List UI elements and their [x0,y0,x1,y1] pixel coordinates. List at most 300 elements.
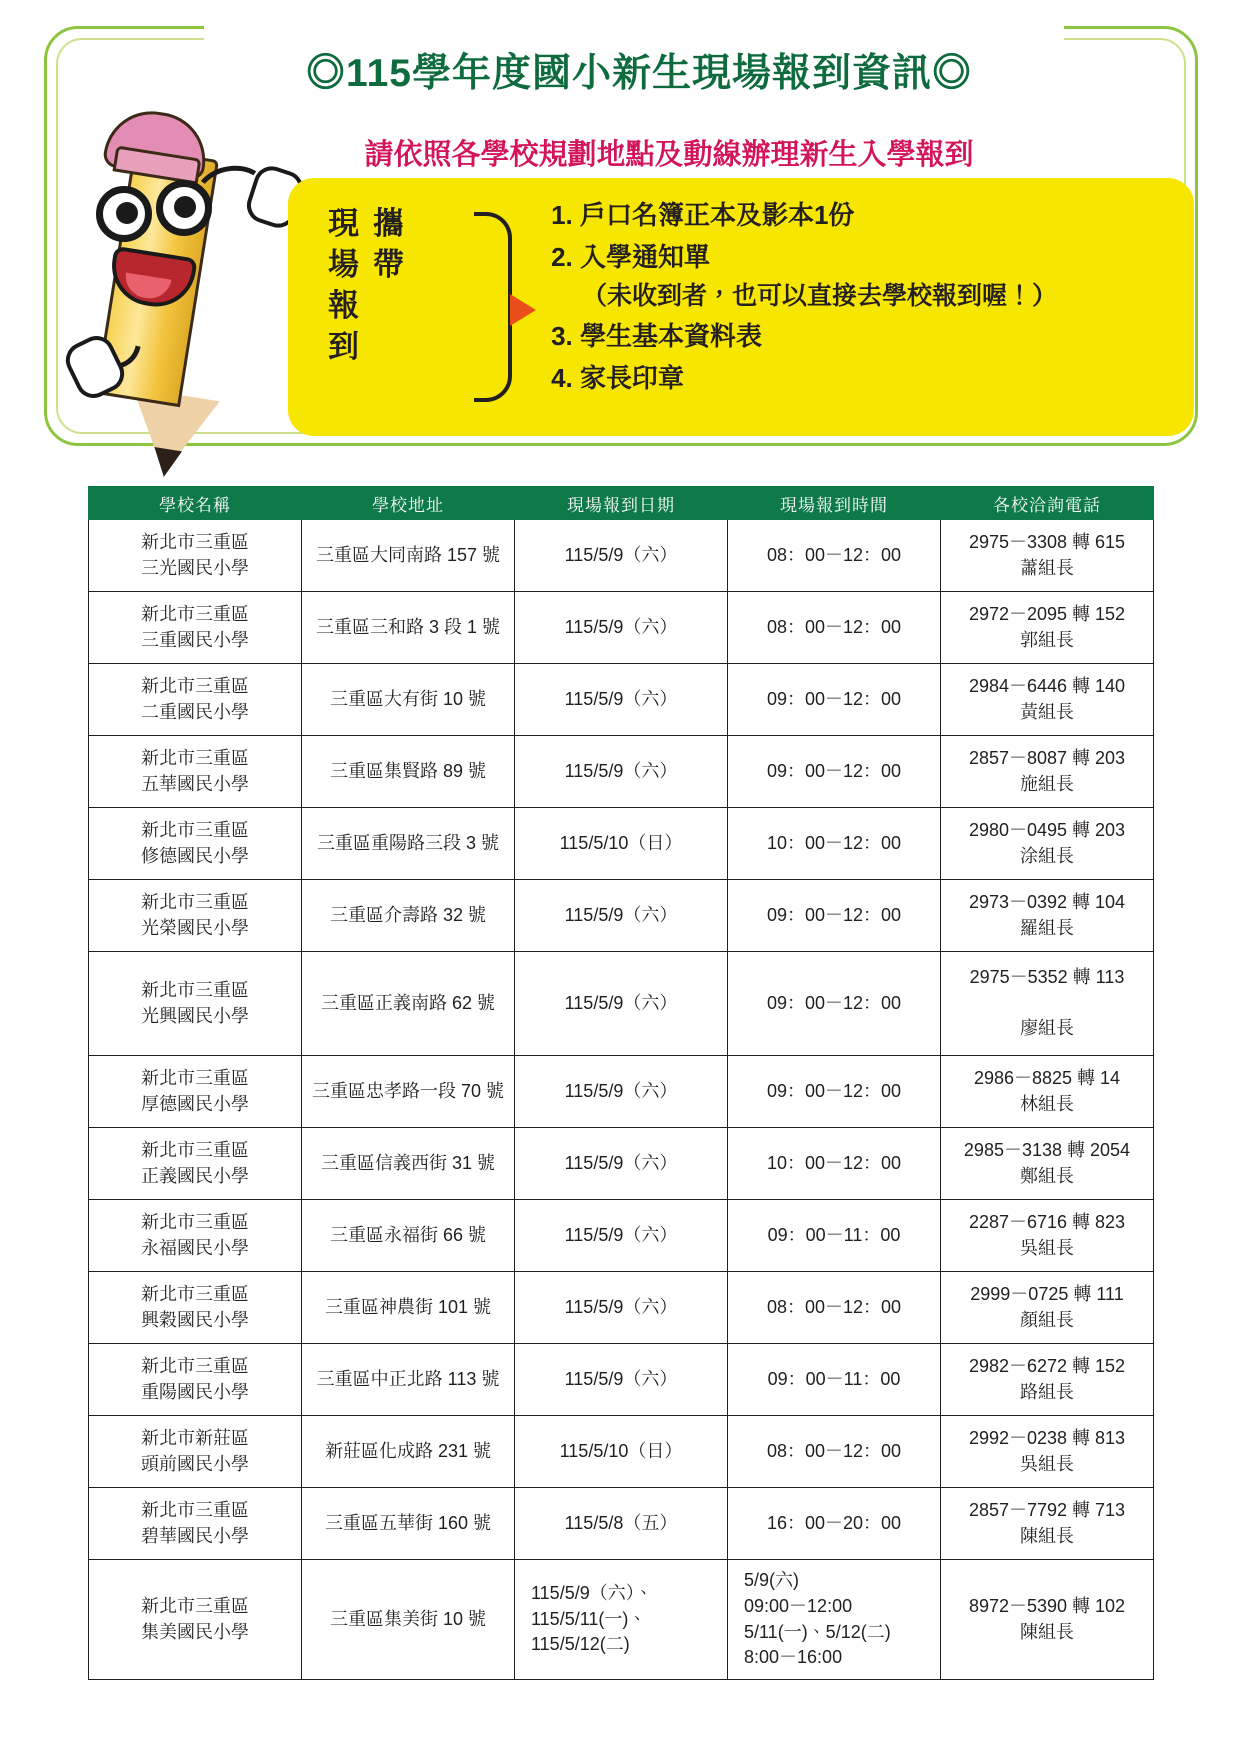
cell-school-address-line: 三重區大同南路 157 號 [315,544,501,565]
cell-report-time-lines [732,991,936,1017]
cell-contact-phone-lines [945,818,1149,869]
cell-school-name [89,736,302,808]
cell-report-date-lines [519,687,723,713]
cell-report-date-lines [519,1367,723,1393]
cell-school-name-lines [93,1066,297,1117]
checklist-label-column-2 [373,204,406,368]
cell-school-address-line: 三重區介壽路 32 號 [329,904,487,925]
cell-report-time-line: 09：00－11：00 [767,1368,901,1389]
cell-school-address-line: 三重區三和路 3 段 1 號 [315,616,501,637]
table-row [89,664,1154,736]
cell-school-name-line: 五華國民小學 [141,773,249,794]
cell-school-address [302,664,515,736]
cell-school-address [302,1416,515,1488]
cell-contact-phone-line: 陳組長 [1020,1525,1074,1546]
cell-contact-phone-line: 羅組長 [1020,917,1074,938]
cell-report-date [515,592,728,664]
table-row [89,592,1154,664]
cell-school-name-lines [93,530,297,581]
cell-contact-phone [941,1272,1154,1344]
cell-school-address-line: 三重區重陽路三段 3 號 [316,832,499,853]
cell-contact-phone [941,880,1154,952]
checklist-items [546,196,1176,400]
cell-report-date-line: 115/5/10（日） [559,832,683,853]
cell-school-address-line: 三重區信義西街 31 號 [320,1152,496,1173]
cell-contact-phone [941,1200,1154,1272]
cell-school-name-lines [93,674,297,725]
cell-report-date [515,952,728,1056]
table-header [89,487,1154,520]
cell-school-name-line: 三重國民小學 [141,629,249,650]
cell-school-address-lines [306,1367,510,1393]
cell-report-date [515,1416,728,1488]
cell-school-address [302,1488,515,1560]
cell-report-time-line: 5/9(六) [744,1570,800,1591]
cell-school-address-lines [306,687,510,713]
cell-contact-phone [941,1056,1154,1128]
checklist-item-note: （未收到者，也可以直接去學校報到喔！） [582,282,1058,311]
cell-school-address [302,880,515,952]
cell-contact-phone-line: 2975－3308 轉 615 [968,531,1126,552]
cell-contact-phone-lines [945,1594,1149,1645]
cell-school-name-line: 三光國民小學 [141,557,249,578]
cell-school-address-lines [306,1511,510,1537]
cell-school-address-line: 三重區神農街 101 號 [324,1296,492,1317]
cell-school-name [89,664,302,736]
cell-contact-phone-lines [945,1210,1149,1261]
cell-report-time-line: 09：00－12：00 [766,1080,902,1101]
cell-report-time-line: 09：00－12：00 [766,760,902,781]
cell-school-name-lines [93,1210,297,1261]
cell-contact-phone-line: 2992－0238 轉 813 [968,1427,1126,1448]
table-row [89,1488,1154,1560]
list-item [580,196,1176,236]
cell-school-name [89,1344,302,1416]
checklist-label-char: 場 [328,246,361,282]
cell-school-name-line: 新北市三重區 [141,891,249,912]
cell-school-address-lines [306,1607,510,1633]
cell-school-name-line: 修德國民小學 [141,845,249,866]
cell-report-time-lines [744,1568,936,1670]
cell-contact-phone-line: 顏組長 [1020,1309,1074,1330]
cell-school-address-line: 三重區中正北路 113 號 [316,1368,500,1389]
cell-report-date-lines [519,991,723,1017]
cell-report-date-line: 115/5/9（六） [564,544,678,565]
cell-report-time [728,952,941,1056]
cell-report-time [728,1344,941,1416]
cell-contact-phone-lines [945,530,1149,581]
cell-contact-phone-lines [945,602,1149,653]
cell-contact-phone-line: 陳組長 [1020,1621,1074,1642]
cell-contact-phone-line: 吳組長 [1020,1237,1074,1258]
cell-report-time-line: 08：00－12：00 [766,616,902,637]
cell-school-name-line: 重陽國民小學 [141,1381,249,1402]
cell-school-address-line: 三重區大有街 10 號 [329,688,487,709]
cell-contact-phone-line: 2973－0392 轉 104 [968,891,1126,912]
cell-contact-phone [941,808,1154,880]
mascot-pupil-left [116,202,138,224]
cell-contact-phone-line: 2980－0495 轉 203 [968,819,1126,840]
cell-report-time-lines [732,1367,936,1393]
cell-contact-phone-line: 黃組長 [1020,701,1074,722]
cell-report-time-lines [732,831,936,857]
cell-school-name-lines [93,890,297,941]
cell-report-date [515,664,728,736]
cell-school-address [302,1344,515,1416]
cell-report-date-lines [519,543,723,569]
cell-contact-phone-line: 施組長 [1020,773,1074,794]
cell-school-name [89,1056,302,1128]
cell-school-address-line: 三重區五華街 160 號 [324,1512,492,1533]
cell-report-time-lines [732,615,936,641]
cell-report-time [728,880,941,952]
cell-report-time-line: 09：00－12：00 [766,688,902,709]
cell-school-address [302,1128,515,1200]
page-title: ◎115學年度國小新生現場報到資訊◎ [306,52,972,95]
table-row [89,808,1154,880]
cell-school-address-line: 三重區正義南路 62 號 [320,992,496,1013]
cell-contact-phone [941,592,1154,664]
cell-report-date-line: 115/5/9（六） [564,616,678,637]
cell-report-time [728,592,941,664]
table-row [89,1200,1154,1272]
brace-shape [474,212,512,402]
cell-report-date-lines [519,1151,723,1177]
cell-school-address-lines [306,615,510,641]
cell-contact-phone-lines [945,746,1149,797]
cell-contact-phone-line: 2975－5352 轉 113 [969,967,1125,988]
cell-report-time [728,736,941,808]
cell-report-time [728,1560,941,1680]
table-row [89,1416,1154,1488]
cell-report-time [728,1200,941,1272]
cell-school-name [89,592,302,664]
cell-school-name-line: 光榮國民小學 [141,917,249,938]
cell-report-time [728,1056,941,1128]
cell-report-date-lines [519,1511,723,1537]
cell-contact-phone [941,520,1154,592]
cell-report-time [728,1272,941,1344]
checklist-label-char: 帶 [373,246,406,282]
cell-report-time-lines [732,1223,936,1249]
arrow-right-icon [510,294,536,326]
cell-school-name-line: 新北市三重區 [141,1139,249,1160]
cell-report-date-line: 115/5/8（五） [564,1512,678,1533]
cell-school-name-lines [93,1354,297,1405]
cell-school-address [302,1056,515,1128]
checklist-label [328,204,478,368]
cell-contact-phone-line: 2287－6716 轉 823 [968,1211,1126,1232]
cell-report-time [728,1128,941,1200]
cell-contact-phone [941,1488,1154,1560]
cell-school-address-lines [306,1223,510,1249]
cell-contact-phone-lines [945,1354,1149,1405]
cell-school-name [89,1560,302,1680]
cell-school-name-lines [93,1282,297,1333]
cell-school-name-lines [93,1594,297,1645]
cell-school-name-line: 新北市三重區 [141,979,249,1000]
header-banner [44,26,1198,446]
cell-report-date [515,880,728,952]
cell-report-date-lines [519,1439,723,1465]
cell-school-address [302,1560,515,1680]
cell-report-date-line: 115/5/9（六）、 [531,1583,653,1604]
cell-school-name-line: 新北市新莊區 [141,1427,249,1448]
cell-report-time-line: 09：00－11：00 [767,1224,901,1245]
mascot-pupil-right [174,196,196,218]
cell-contact-phone-line: 蕭組長 [1020,557,1074,578]
cell-report-time-line: 5/11(一)、5/12(二) [744,1621,891,1642]
cell-school-name [89,1488,302,1560]
cell-report-date-lines [519,831,723,857]
cell-school-name-line: 新北市三重區 [141,747,249,768]
cell-school-name [89,520,302,592]
cell-school-address [302,1272,515,1344]
cell-school-name [89,1128,302,1200]
cell-school-name-line: 興穀國民小學 [141,1309,249,1330]
cell-report-time-lines [732,759,936,785]
page-subtitle: 請依照各學校規劃地點及動線辦理新生入學報到 [364,139,974,171]
cell-report-date-lines [519,759,723,785]
cell-school-name-lines [93,1138,297,1189]
cell-report-time-line: 08：00－12：00 [766,1296,902,1317]
cell-school-name-lines [93,746,297,797]
cell-report-time-line: 09：00－12：00 [766,992,902,1013]
checklist-item-text: 家長印章 [580,362,685,393]
cell-contact-phone-lines [945,890,1149,941]
cell-school-address-lines [306,759,510,785]
cell-contact-phone [941,1344,1154,1416]
cell-contact-phone-line: 2857－8087 轉 203 [968,747,1126,768]
cell-report-date-line: 115/5/9（六） [564,1152,678,1173]
cell-school-name-line: 永福國民小學 [141,1237,249,1258]
cell-school-address-line: 新莊區化成路 231 號 [324,1440,492,1461]
cell-school-name-line: 新北市三重區 [141,531,249,552]
cell-report-time [728,664,941,736]
cell-school-name-line: 新北市三重區 [141,1355,249,1376]
cell-report-date-lines [519,1079,723,1105]
cell-school-address-lines [306,903,510,929]
cell-school-name-line: 新北市三重區 [141,819,249,840]
cell-school-address [302,808,515,880]
cell-contact-phone-line: 鄭組長 [1020,1165,1074,1186]
table-row [89,1056,1154,1128]
table-row [89,1560,1154,1680]
pencil-lead-shape [150,447,182,479]
cell-report-date-lines [519,1223,723,1249]
cell-school-name [89,808,302,880]
cell-contact-phone-line: 8972－5390 轉 102 [968,1595,1126,1616]
cell-contact-phone-line: 吳組長 [1020,1453,1074,1474]
table-row [89,520,1154,592]
checklist-item-text: 戶口名簿正本及影本1份 [580,200,855,230]
cell-report-date-line: 115/5/9（六） [564,760,678,781]
cell-contact-phone-lines [945,1066,1149,1117]
list-item [580,317,1176,357]
cell-report-date [515,1200,728,1272]
cell-report-date-lines [531,1581,723,1658]
list-item [580,238,1176,316]
checklist-item-text: 學生基本資料表 [580,321,763,352]
cell-school-name-line: 碧華國民小學 [141,1525,249,1546]
cell-contact-phone [941,1128,1154,1200]
cell-school-address [302,952,515,1056]
cell-school-address [302,592,515,664]
cell-report-date-line: 115/5/9（六） [564,904,678,925]
cell-report-date [515,736,728,808]
cell-contact-phone [941,1560,1154,1680]
table-row [89,880,1154,952]
cell-report-time-line: 09：00－12：00 [766,904,902,925]
cell-contact-phone-line: 2999－0725 轉 111 [970,1283,1124,1304]
cell-report-date [515,520,728,592]
cell-school-address-lines [306,543,510,569]
cell-report-date-line: 115/5/10（日） [559,1440,683,1461]
cell-contact-phone [941,664,1154,736]
cell-contact-phone-line: 涂組長 [1020,845,1074,866]
cell-report-date-line: 115/5/9（六） [564,1224,678,1245]
cell-report-time [728,1488,941,1560]
cell-school-address-line: 三重區集賢路 89 號 [329,760,487,781]
cell-contact-phone-line [945,991,1149,1017]
cell-school-address-lines [306,1151,510,1177]
cell-school-name-line: 新北市三重區 [141,603,249,624]
checklist-item-text: 入學通知單 [580,241,711,272]
list-item [580,359,1176,399]
checklist-label-char: 報 [328,287,361,323]
cell-report-time-line: 16：00－20：00 [766,1512,902,1533]
cell-report-date-line: 115/5/9（六） [564,688,678,709]
cell-report-date [515,1128,728,1200]
cell-school-name-line: 新北市三重區 [141,1499,249,1520]
checklist-label-char: 到 [328,328,361,364]
cell-school-name-line: 頭前國民小學 [141,1453,249,1474]
column-header-school-name: 學校名稱 [89,487,302,520]
column-header-school-address: 學校地址 [302,487,515,520]
cell-report-time-lines [732,1079,936,1105]
cell-report-time [728,1416,941,1488]
table-row [89,1272,1154,1344]
cell-contact-phone-line: 2986－8825 轉 14 [973,1067,1121,1088]
table-body [89,520,1154,1680]
pencil-mascot-icon [44,94,294,494]
column-header-report-date: 現場報到日期 [515,487,728,520]
cell-school-name-lines [93,978,297,1029]
cell-contact-phone-line: 2857－7792 轉 713 [968,1499,1126,1520]
cell-school-address-lines [306,991,510,1017]
cell-school-name [89,1200,302,1272]
cell-report-date-line: 115/5/12(二) [531,1634,630,1655]
cell-school-name [89,880,302,952]
cell-contact-phone-line: 路組長 [1020,1381,1074,1402]
cell-school-name-line: 新北市三重區 [141,1211,249,1232]
cell-report-date-line: 115/5/9（六） [564,1080,678,1101]
cell-contact-phone-line: 2972－2095 轉 152 [968,603,1126,624]
cell-school-address [302,520,515,592]
cell-school-name [89,1416,302,1488]
cell-contact-phone-line: 2984－6446 轉 140 [968,675,1126,696]
cell-school-name-line: 集美國民小學 [141,1621,249,1642]
checklist-label-column-1 [328,204,361,368]
cell-report-date-line: 115/5/9（六） [564,1296,678,1317]
cell-contact-phone [941,952,1154,1056]
cell-report-date-line: 115/5/9（六） [564,1368,678,1389]
cell-report-time [728,520,941,592]
cell-school-address [302,1200,515,1272]
cell-school-name-lines [93,602,297,653]
cell-school-name-line: 新北市三重區 [141,675,249,696]
cell-report-date-lines [519,615,723,641]
cell-contact-phone-lines [945,965,1149,1042]
cell-report-time [728,808,941,880]
column-header-report-time: 現場報到時間 [728,487,941,520]
cell-report-date [515,1272,728,1344]
cell-report-date-lines [519,903,723,929]
cell-contact-phone-line: 郭組長 [1020,629,1074,650]
cell-school-address-line: 三重區忠孝路一段 70 號 [311,1080,505,1101]
cell-contact-phone-lines [945,1498,1149,1549]
cell-report-date [515,1560,728,1680]
cell-school-address-lines [306,1295,510,1321]
cell-school-address-line: 三重區集美街 10 號 [329,1608,487,1629]
cell-school-address-lines [306,1079,510,1105]
cell-school-address-lines [306,1439,510,1465]
cell-report-time-lines [732,1295,936,1321]
cell-contact-phone-line: 2985－3138 轉 2054 [963,1139,1131,1160]
cell-report-time-line: 10：00－12：00 [766,832,902,853]
cell-school-address [302,736,515,808]
table-row [89,736,1154,808]
table-row [89,1128,1154,1200]
cell-school-name [89,1272,302,1344]
cell-report-time-line: 09:00－12:00 [744,1595,853,1616]
cell-contact-phone [941,1416,1154,1488]
cell-contact-phone-lines [945,1282,1149,1333]
cell-school-name-line: 正義國民小學 [141,1165,249,1186]
cell-school-address-lines [306,831,510,857]
cell-school-name-line: 二重國民小學 [141,701,249,722]
checklist-label-char: 現 [328,206,361,241]
cell-school-name-line: 厚德國民小學 [141,1093,249,1114]
cell-report-time-lines [732,903,936,929]
table-header-row [89,487,1154,520]
schools-table [88,486,1154,1680]
cell-report-date [515,1056,728,1128]
cell-report-time-lines [732,1439,936,1465]
table-row [89,1344,1154,1416]
cell-report-date [515,1344,728,1416]
cell-report-time-line: 08：00－12：00 [766,544,902,565]
cell-school-name [89,952,302,1056]
cell-report-time-line: 10：00－12：00 [766,1152,902,1173]
cell-school-name-lines [93,1426,297,1477]
cell-school-name-lines [93,818,297,869]
cell-contact-phone-line: 林組長 [1020,1093,1074,1114]
cell-contact-phone-lines [945,1426,1149,1477]
cell-contact-phone-lines [945,1138,1149,1189]
cell-report-time-line: 8:00－16:00 [744,1647,843,1668]
cell-school-name-line: 新北市三重區 [141,1283,249,1304]
cell-report-time-lines [732,543,936,569]
cell-report-date-line: 115/5/9（六） [564,992,678,1013]
cell-report-date-lines [519,1295,723,1321]
table-row [89,952,1154,1056]
cell-report-time-lines [732,687,936,713]
checklist-box [288,178,1194,436]
cell-report-date [515,1488,728,1560]
cell-school-name-line: 新北市三重區 [141,1595,249,1616]
cell-contact-phone-line: 2982－6272 轉 152 [968,1355,1126,1376]
